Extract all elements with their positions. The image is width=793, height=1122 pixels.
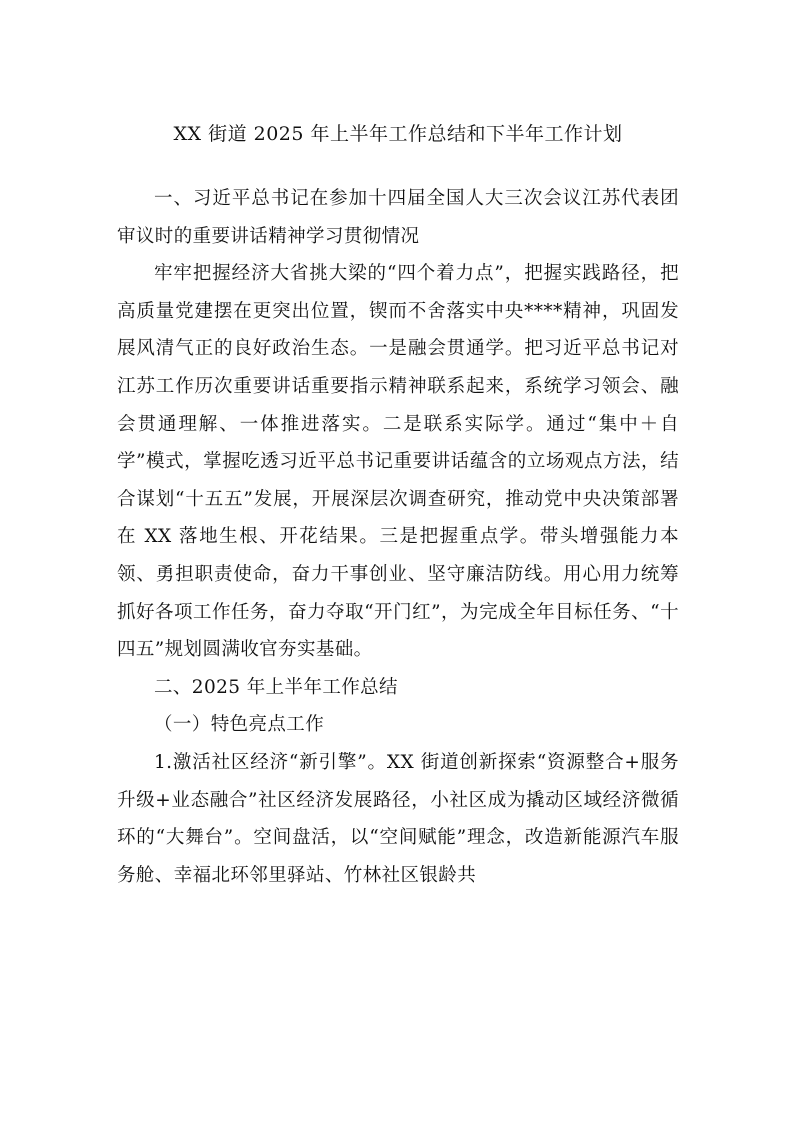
subsection-heading-1: （一）特色亮点工作: [154, 714, 325, 736]
body-paragraph-1: 牢牢把握经济大省挑大梁的“四个着力点”，把握实践路径，把高质量党建摆在更突出位置，锲而不舍落实中央****精神，巩固发展风清气正的良好政治生态。一是融会贯通学。把习近平总书记对江苏工作历次重要讲话重要指示精神联系起来，系统学习领会、融会贯通理解、一体推进落实。二是联系实际学。通过“集中＋自学”模式，掌握吃透习近平总书记重要讲话蕴含的立场观点方法，结合谋划“十五五”发展，开展深层次调查研究，推动党中央决策部署在 XX 落地生根、开花结果。三是把握重点学。带头增强能力本领、勇担职责使命，奋力干事创业、坚守廉洁防线。用心用力统筹抓好各项工作任务，奋力夺取“开门红”，为完成全年目标任务、“十四五”规划圆满收官夯实基础。: [117, 263, 679, 661]
document-body: [117, 180, 679, 894]
section-heading-1: 一、习近平总书记在参加十四届全国人大三次会议江苏代表团审议时的重要讲话精神学习贯彻情况: [117, 188, 679, 247]
section-heading-2: 二、2025 年上半年工作总结: [154, 676, 398, 698]
document-title: XX 街道 2025 年上半年工作总结和下半年工作计划: [173, 123, 623, 145]
body-paragraph-2: 1.激活社区经济“新引擎”。XX 街道创新探索“资源整合+服务升级+业态融合”社区经济发展路径，小社区成为撬动区域经济微循环的“大舞台”。空间盘活，以“空间赋能”理念，改造新能源汽车服务舱、幸福北环邻里驿站、竹林社区银龄共: [117, 751, 679, 886]
